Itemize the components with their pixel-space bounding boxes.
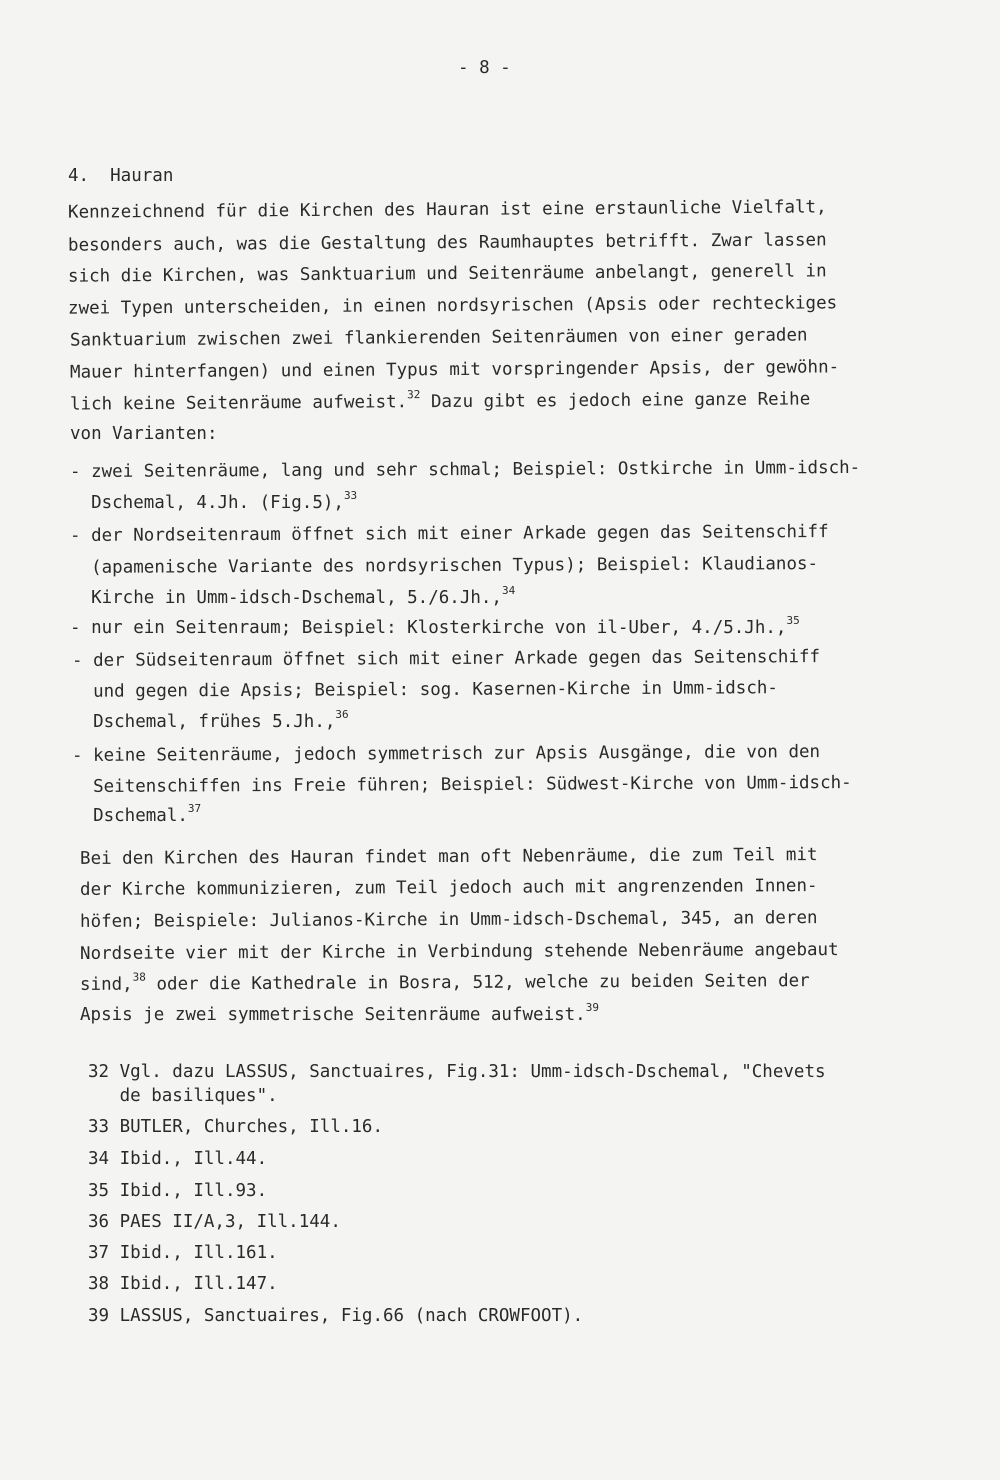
- list-item: - zwei Seitenräume, lang und sehr schmal; Beispiel: Ostkirche in Umm-idsch-: [69, 457, 861, 483]
- text-line: Nordseite vier mit der Kirche in Verbindung stehende Nebenräume angebaut: [79, 940, 839, 964]
- text-line: lich keine Seitenräume aufweist.$^{32}$ Dazu gibt es jedoch eine ganze Reihe: [69, 388, 811, 415]
- text-line: höfen; Beispiele: Julianos-Kirche in Umm-idsch-Dschemal, 345, an deren: [79, 908, 818, 932]
- text-line: Sanktuarium zwischen zwei flankierenden Seitenräumen von einer geraden: [69, 325, 808, 351]
- text-line: Bei den Kirchen des Hauran findet man oft Nebenräume, die zum Teil mit: [79, 845, 818, 869]
- list-item-continuation: Seitenschiffen ins Freie führen; Beispiel: Südwest-Kirche von Umm-idsch-: [71, 772, 852, 798]
- text-line: sind,$^{38}$ oder die Kathedrale in Bosra, 512, welche zu beiden Seiten der: [79, 970, 810, 995]
- footnote-ref: 35: [786, 614, 800, 627]
- list-item-continuation: Kirche in Umm-idsch-Dschemal, 5./6.Jh.,$^{34}$: [70, 584, 516, 608]
- footnote: 38 Ibid., Ill.147.: [88, 1274, 278, 1294]
- list-item: - der Südseitenraum öffnet sich mit einer Arkade gegen das Seitenschiff: [71, 647, 821, 671]
- page-number: - 8 -: [458, 58, 511, 78]
- footnote-continuation: de basiliques".: [88, 1086, 278, 1106]
- footnote: 39 LASSUS, Sanctuaires, Fig.66 (nach CROWFOOT).: [88, 1306, 584, 1326]
- text-line: Kennzeichnend für die Kirchen des Hauran ist eine erstaunliche Vielfalt,: [67, 197, 827, 223]
- list-item-continuation: Dschemal, frühes 5.Jh.,$^{36}$: [72, 708, 349, 732]
- footnote-ref: 33: [343, 489, 358, 502]
- text-line: von Varianten:: [70, 424, 218, 444]
- footnote: 32 Vgl. dazu LASSUS, Sanctuaires, Fig.31: Umm-idsch-Dschemal, "Chevets: [88, 1062, 826, 1082]
- footnote-ref: 37: [187, 802, 202, 815]
- footnote: 35 Ibid., Ill.93.: [88, 1181, 268, 1201]
- footnote: 34 Ibid., Ill.44.: [88, 1149, 268, 1169]
- list-item: - nur ein Seitenraum; Beispiel: Klosterkirche von il-Uber, 4./5.Jh.,$^{35}$: [70, 614, 800, 638]
- footnote-ref: 34: [501, 584, 516, 597]
- section-heading: 4. Hauran: [68, 166, 174, 186]
- footnote: 37 Ibid., Ill.161.: [88, 1243, 278, 1263]
- list-item: - keine Seitenräume, jedoch symmetrisch zur Apsis Ausgänge, die von den: [71, 742, 821, 766]
- list-item-continuation: (apamenische Variante des nordsyrischen Typus); Beispiel: Klaudianos-: [69, 554, 819, 578]
- footnote-ref: 38: [132, 970, 146, 984]
- footnote: 33 BUTLER, Churches, Ill.16.: [88, 1117, 384, 1137]
- footnote-ref: 32: [407, 388, 421, 402]
- footnote-ref: 39: [585, 1001, 599, 1014]
- text-line: Mauer hinterfangen) und einen Typus mit vorspringender Apsis, der gewöhn-: [69, 357, 840, 383]
- footnote-ref: 36: [335, 708, 349, 721]
- list-item-continuation: Dschemal, 4.Jh. (Fig.5),$^{33}$: [70, 489, 358, 513]
- footnote: 36 PAES II/A,3, Ill.144.: [88, 1212, 341, 1232]
- text-line: besonders auch, was die Gestaltung des Raumhauptes betrifft. Zwar lassen: [67, 230, 827, 256]
- text-line: zwei Typen unterscheiden, in einen nordsyrischen (Apsis oder rechteckiges: [67, 293, 838, 319]
- list-item-continuation: und gegen die Apsis; Beispiel: sog. Kasernen-Kirche in Umm-idsch-: [71, 678, 778, 702]
- text-line: der Kirche kommunizieren, zum Teil jedoch auch mit angrenzenden Innen-: [79, 876, 818, 900]
- list-item-continuation: Dschemal.$^{37}$: [72, 802, 202, 826]
- text-line: Apsis je zwei symmetrische Seitenräume aufweist.$^{39}$: [80, 1001, 599, 1025]
- text-line: sich die Kirchen, was Sanktuarium und Seitenräume anbelangt, generell in: [67, 261, 827, 287]
- list-item: - der Nordseitenraum öffnet sich mit einer Arkade gegen das Seitenschiff: [69, 522, 829, 546]
